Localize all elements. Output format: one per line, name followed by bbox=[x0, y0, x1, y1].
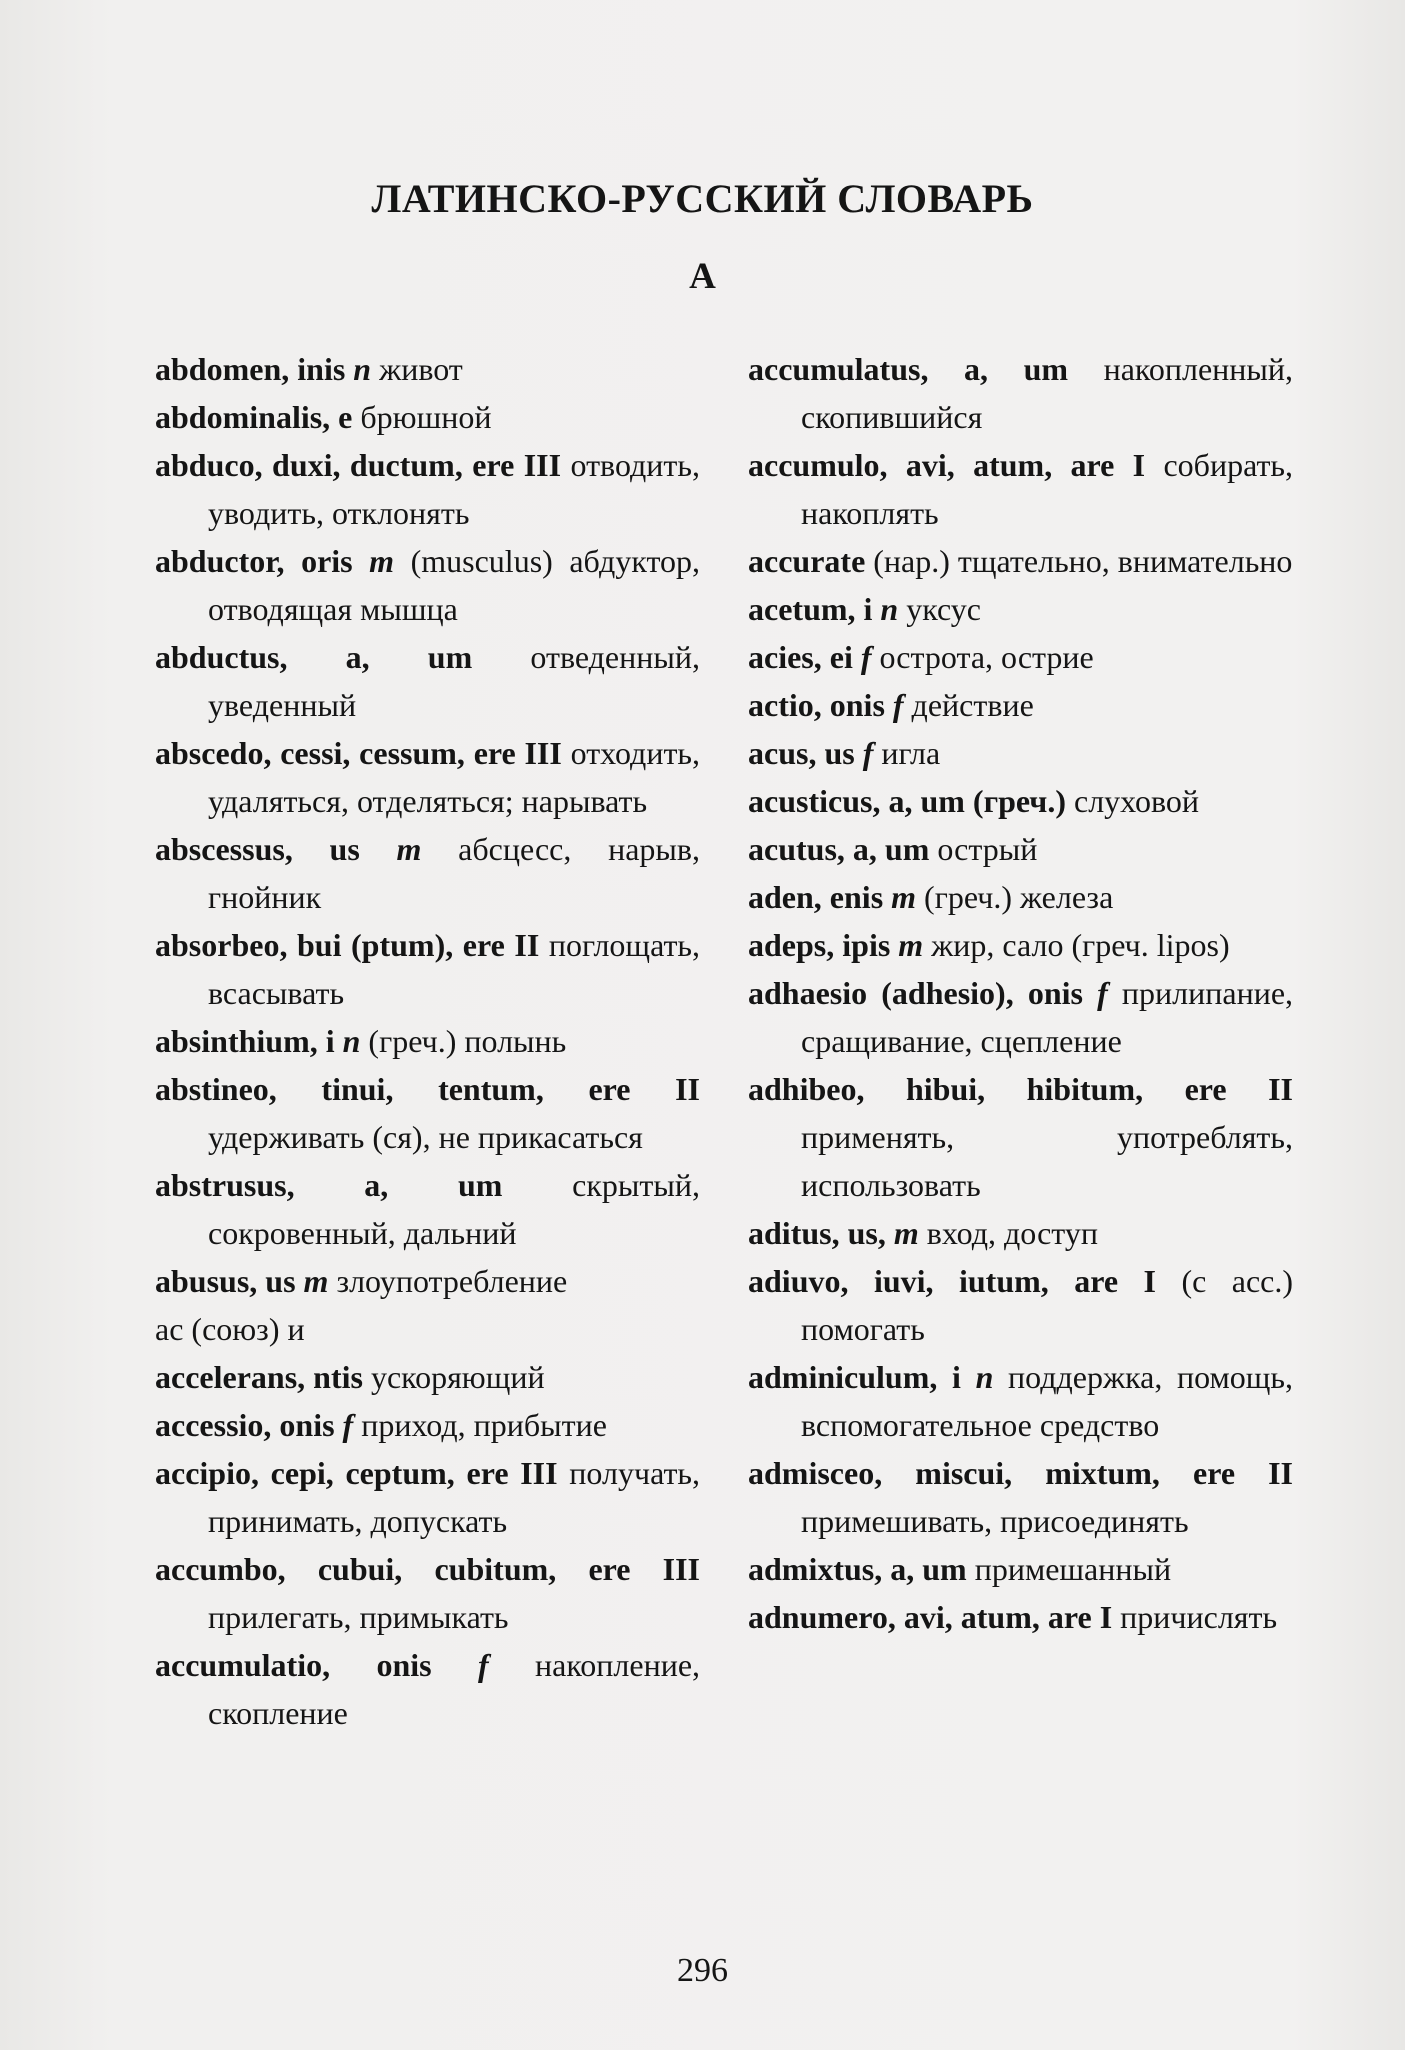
entry-headword: absorbeo, bui (ptum), ere II bbox=[155, 927, 540, 963]
entry-gender: f bbox=[477, 1647, 489, 1683]
entry-headword: aden, enis bbox=[748, 879, 884, 915]
entry-headword: accessio, onis bbox=[155, 1407, 335, 1443]
dictionary-entry bbox=[748, 921, 1293, 969]
entry-definition: приход, прибытие bbox=[361, 1407, 607, 1443]
dictionary-entry bbox=[155, 537, 700, 633]
dictionary-entry bbox=[748, 1449, 1293, 1545]
entry-definition: прилегать, примыкать bbox=[208, 1599, 509, 1635]
entry-headword: abdominalis, e bbox=[155, 399, 353, 435]
entry-headword: abscedo, cessi, cessum, ere III bbox=[155, 735, 562, 771]
dictionary-entry bbox=[155, 1257, 700, 1305]
dictionary-entry bbox=[748, 633, 1293, 681]
dictionary-entry bbox=[155, 1353, 700, 1401]
entry-headword: absinthium, i bbox=[155, 1023, 335, 1059]
dictionary-entry bbox=[155, 1305, 700, 1353]
entry-definition: отходить, удаляться, отделяться; нарывать bbox=[208, 735, 701, 819]
entry-headword: acutus, a, um bbox=[748, 831, 930, 867]
entry-definition: уксус bbox=[906, 591, 981, 627]
entry-headword: accurate bbox=[748, 543, 866, 579]
entry-gender: m bbox=[396, 831, 422, 867]
entry-definition: накопление, скопление bbox=[208, 1647, 701, 1731]
entry-definition: применять, употреблять, использовать bbox=[801, 1119, 1293, 1203]
dictionary-entry bbox=[748, 729, 1293, 777]
entry-headword: abscessus, us bbox=[155, 831, 360, 867]
entry-definition: получать, принимать, допускать bbox=[208, 1455, 701, 1539]
dictionary-entry bbox=[155, 1017, 700, 1065]
dictionary-entry bbox=[748, 873, 1293, 921]
entry-gender: n bbox=[975, 1359, 994, 1395]
entry-headword: abductus, a, um bbox=[155, 639, 473, 675]
page-number: 296 bbox=[677, 1952, 728, 1989]
dictionary-entry bbox=[155, 729, 700, 825]
entry-headword: acusticus, a, um (греч.) bbox=[748, 783, 1066, 819]
dictionary-entry bbox=[748, 777, 1293, 825]
entry-definition: ac (союз) и bbox=[155, 1311, 305, 1347]
entry-definition: острота, острие bbox=[879, 639, 1094, 675]
entry-headword: accelerans, ntis bbox=[155, 1359, 363, 1395]
entry-gender: n bbox=[880, 591, 899, 627]
dictionary-entry bbox=[155, 345, 700, 393]
dictionary-entry bbox=[748, 1353, 1293, 1449]
entry-definition: (c acc.) помогать bbox=[801, 1263, 1294, 1347]
entry-headword: abusus, us bbox=[155, 1263, 296, 1299]
dictionary-entry bbox=[155, 1401, 700, 1449]
entry-gender: f bbox=[860, 639, 872, 675]
right-column bbox=[748, 345, 1293, 1641]
entry-headword: admixtus, a, um bbox=[748, 1551, 967, 1587]
entry-headword: actio, onis bbox=[748, 687, 885, 723]
entry-headword: acus, us bbox=[748, 735, 855, 771]
dictionary-entry bbox=[155, 1161, 700, 1257]
entry-headword: adeps, ipis bbox=[748, 927, 891, 963]
entry-headword: abduco, duxi, ductum, ere III bbox=[155, 447, 562, 483]
entry-headword: accumbo, cubui, cubitum, ere III bbox=[155, 1551, 700, 1587]
dictionary-entry bbox=[748, 825, 1293, 873]
dictionary-entry bbox=[155, 633, 700, 729]
dictionary-entry bbox=[748, 1209, 1293, 1257]
entry-definition: ускоряющий bbox=[370, 1359, 545, 1395]
entry-headword: abstineo, tinui, tentum, ere II bbox=[155, 1071, 700, 1107]
dictionary-entry bbox=[155, 393, 700, 441]
dictionary-entry bbox=[748, 681, 1293, 729]
entry-headword: abductor, oris bbox=[155, 543, 353, 579]
dictionary-entry bbox=[155, 921, 700, 1017]
entry-gender: f bbox=[892, 687, 904, 723]
dictionary-entry bbox=[155, 1641, 700, 1737]
entry-definition: жир, сало (греч. lipos) bbox=[931, 927, 1230, 963]
dictionary-entry bbox=[155, 825, 700, 921]
entry-definition: примешивать, присоединять bbox=[801, 1503, 1189, 1539]
entry-gender: m bbox=[898, 927, 924, 963]
dictionary-entry bbox=[748, 1065, 1293, 1209]
entry-gender: f bbox=[862, 735, 874, 771]
dictionary-entry bbox=[748, 1593, 1293, 1641]
entry-headword: accumulo, avi, atum, are I bbox=[748, 447, 1146, 483]
entry-headword: admisceo, miscui, mixtum, ere II bbox=[748, 1455, 1293, 1491]
entry-definition: причислять bbox=[1120, 1599, 1278, 1635]
entry-gender: f bbox=[1097, 975, 1108, 1011]
entry-definition: вход, доступ bbox=[926, 1215, 1098, 1251]
entry-headword: abdomen, inis bbox=[155, 351, 346, 387]
entry-headword: aditus, us, bbox=[748, 1215, 886, 1251]
left-column bbox=[155, 345, 700, 1737]
entry-gender: n bbox=[353, 351, 372, 387]
entry-headword: adhaesio (adhesio), onis bbox=[748, 975, 1083, 1011]
dictionary-entry bbox=[748, 345, 1293, 441]
entry-headword: accumulatio, onis bbox=[155, 1647, 432, 1683]
entry-definition: отведенный, уведенный bbox=[208, 639, 700, 723]
entry-definition: (musculus) абдуктор, отводящая мышца bbox=[208, 543, 700, 627]
dictionary-entry bbox=[748, 537, 1293, 585]
entry-definition: поддержка, помощь, вспомогательное средство bbox=[801, 1359, 1294, 1443]
dictionary-entry bbox=[748, 585, 1293, 633]
entry-headword: acies, ei bbox=[748, 639, 853, 675]
entry-definition: удерживать (ся), не прикасаться bbox=[208, 1119, 643, 1155]
entry-definition: скрытый, сокровенный, дальний bbox=[208, 1167, 701, 1251]
entry-definition: игла bbox=[881, 735, 941, 771]
entry-gender: m bbox=[893, 1215, 919, 1251]
entry-definition: (греч.) полынь bbox=[368, 1023, 567, 1059]
dictionary-entry bbox=[155, 1065, 700, 1161]
entry-headword: accumulatus, a, um bbox=[748, 351, 1069, 387]
entry-definition: слуховой bbox=[1074, 783, 1199, 819]
entry-headword: adiuvo, iuvi, iutum, are I bbox=[748, 1263, 1156, 1299]
entry-definition: примешанный bbox=[974, 1551, 1172, 1587]
dictionary-entry bbox=[748, 1257, 1293, 1353]
entry-definition: собирать, накоплять bbox=[801, 447, 1294, 531]
entry-definition: прилипание, сращивание, сцепление bbox=[801, 975, 1294, 1059]
section-letter: А bbox=[689, 256, 716, 297]
entry-gender: m bbox=[369, 543, 395, 579]
entry-gender: f bbox=[342, 1407, 354, 1443]
dictionary-entry bbox=[748, 1545, 1293, 1593]
entry-definition: (нар.) тщательно, внимательно bbox=[873, 543, 1293, 579]
dictionary-entry bbox=[155, 1449, 700, 1545]
dictionary-entry bbox=[155, 441, 700, 537]
entry-definition: брюшной bbox=[360, 399, 492, 435]
entry-gender: n bbox=[342, 1023, 361, 1059]
entry-headword: abstrusus, a, um bbox=[155, 1167, 503, 1203]
dictionary-entry bbox=[748, 441, 1293, 537]
dictionary-entry bbox=[748, 969, 1293, 1065]
entry-gender: m bbox=[303, 1263, 329, 1299]
entry-definition: (греч.) железа bbox=[924, 879, 1114, 915]
entry-definition: острый bbox=[937, 831, 1038, 867]
dictionary-entry bbox=[155, 1545, 700, 1641]
entry-headword: acetum, i bbox=[748, 591, 873, 627]
entry-headword: adminiculum, i bbox=[748, 1359, 961, 1395]
entry-definition: накопленный, скопившийся bbox=[801, 351, 1294, 435]
entry-definition: злоупотребление bbox=[336, 1263, 568, 1299]
entry-definition: живот bbox=[379, 351, 463, 387]
entry-headword: adnumero, avi, atum, are I bbox=[748, 1599, 1113, 1635]
entry-headword: adhibeo, hibui, hibitum, ere II bbox=[748, 1071, 1293, 1107]
entry-headword: accipio, cepi, ceptum, ere III bbox=[155, 1455, 558, 1491]
page-title: ЛАТИНСКО-РУССКИЙ СЛОВАРЬ bbox=[371, 176, 1034, 221]
entry-gender: m bbox=[891, 879, 917, 915]
entry-definition: отводить, уводить, отклонять bbox=[208, 447, 700, 531]
entry-definition: абсцесс, нарыв, гнойник bbox=[208, 831, 701, 915]
entry-definition: действие bbox=[911, 687, 1034, 723]
entry-definition: поглощать, всасывать bbox=[208, 927, 701, 1011]
